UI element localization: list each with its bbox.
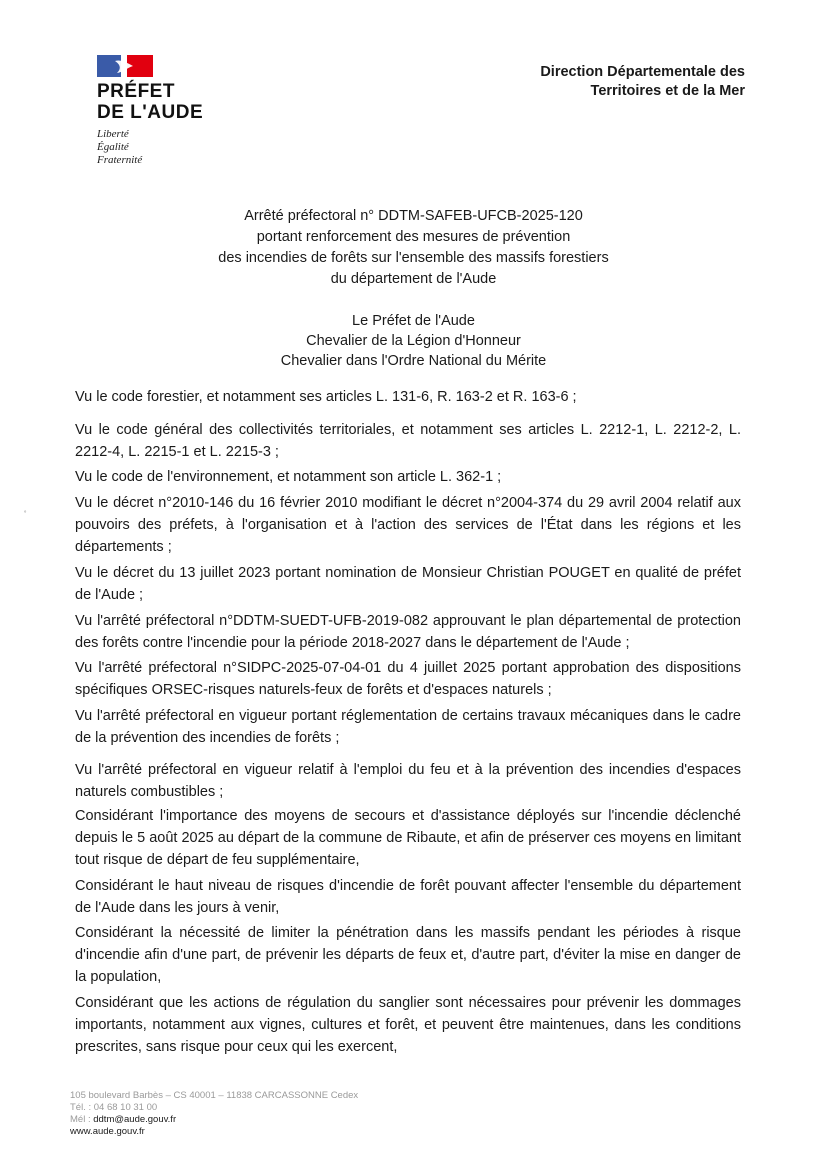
decree-title-line2: portant renforcement des mesures de prévention xyxy=(256,229,571,245)
prefet-title-line2: DE L'AUDE xyxy=(97,102,204,123)
motto-liberte: Liberté xyxy=(97,128,129,140)
decree-title-line4: du département de l'Aude xyxy=(330,271,497,287)
preamble-paragraph: Vu le code général des collectivités territoriales, et notamment ses articles L. 2212-1, L. 2212-2, L. 2212-4, L. 2215-1 et L. 2215-3 ; xyxy=(75,422,741,460)
scan-mark: ˚ xyxy=(24,510,27,519)
decree-title-line3: des incendies de forêts sur l'ensemble des massifs forestiers xyxy=(218,250,609,266)
motto-egalite: Égalité xyxy=(97,141,129,153)
preamble-paragraph: Vu le décret du 13 juillet 2023 portant nomination de Monsieur Christian POUGET en qualité de préfet de l'Aude ; xyxy=(75,565,741,603)
preamble-paragraph: Vu le code de l'environnement, et notamment son article L. 362-1 ; xyxy=(75,469,502,485)
footer-email-label: Mél : xyxy=(70,1114,91,1125)
decree-title-line1: Arrêté préfectoral n° DDTM-SAFEB-UFCB-2025-120 xyxy=(244,208,583,224)
preamble-paragraph: Vu le code forestier, et notamment ses articles L. 131-6, R. 163-2 et R. 163-6 ; xyxy=(75,389,577,405)
footer-address: 105 boulevard Barbès – CS 40001 – 11838 CARCASSONNE Cedex xyxy=(70,1090,359,1101)
footer-email-line xyxy=(70,1114,358,1126)
issuing-direction xyxy=(540,63,745,101)
prefet-title xyxy=(97,81,227,123)
preamble-paragraph: Vu l'arrêté préfectoral n°SIDPC-2025-07-04-01 du 4 juillet 2025 portant approbation des dispositions spécifiques ORSEC-risques naturels-feux de forêts et d'espaces naturels ; xyxy=(75,660,741,698)
prefect-name: Le Préfet de l'Aude xyxy=(352,313,475,329)
preamble-paragraph: Vu l'arrêté préfectoral en vigueur relatif à l'emploi du feu et à la prévention des incendies d'espaces naturels combustibles ; xyxy=(75,762,741,800)
footer-phone: Tél. : 04 68 10 31 00 xyxy=(70,1102,158,1113)
preamble-paragraph: Considérant l'importance des moyens de secours et d'assistance déployés sur l'incendie déclenché depuis le 5 août 2025 au départ de la commune de Ribaute, et afin de préserver ces moyens en limitant tout risque de départ de feu supplémentaire, xyxy=(75,808,741,868)
motto-fraternite: Fraternité xyxy=(97,154,143,166)
preamble-paragraph: Considérant que les actions de régulation du sanglier sont nécessaires pour prévenir les dommages importants, notamment aux vignes, cultures et forêt, et peuvent être maintenues, dans les conditions prescrites, sans risque pour ceux qui les exercent, xyxy=(75,995,741,1055)
marianne-flag-icon xyxy=(97,55,153,77)
direction-line1: Direction Départementale des xyxy=(540,64,745,80)
preamble-paragraph: Vu le décret n°2010-146 du 16 février 2010 modifiant le décret n°2004-374 du 29 avril 2004 relatif aux pouvoirs des préfets, à l'organisation et à l'action des services de l'État dans les régions et les départements ; xyxy=(75,495,741,555)
page-footer xyxy=(70,1090,358,1138)
preamble-paragraph: Considérant le haut niveau de risques d'incendie de forêt pouvant affecter l'ensemble du département de l'Aude dans les jours à venir, xyxy=(75,878,741,916)
preamble-paragraph: Considérant la nécessité de limiter la pénétration dans les massifs pendant les périodes à risque d'incendie afin d'une part, de prévenir les départs de feux et, d'autre part, d'éviter la mise en danger de la population, xyxy=(75,925,741,985)
prefet-title-line1: PRÉFET xyxy=(97,81,175,102)
preamble-paragraph: Vu l'arrêté préfectoral en vigueur portant réglementation de certains travaux mécaniques dans le cadre de la prévention des incendies de forêts ; xyxy=(75,708,741,746)
prefecture-logo xyxy=(97,55,227,167)
prefect-honour-1: Chevalier de la Légion d'Honneur xyxy=(306,333,521,349)
decree-title xyxy=(0,206,827,290)
footer-email-link[interactable]: ddtm@aude.gouv.fr xyxy=(93,1114,177,1125)
footer-website-link[interactable]: www.aude.gouv.fr xyxy=(70,1126,145,1137)
preamble-paragraph: Vu l'arrêté préfectoral n°DDTM-SUEDT-UFB-2019-082 approuvant le plan départemental de protection des forêts contre l'incendie pour la période 2018-2027 dans le département de l'Aude ; xyxy=(75,613,741,651)
prefect-honour-2: Chevalier dans l'Ordre National du Mérite xyxy=(280,353,547,369)
prefect-titles xyxy=(0,311,827,371)
direction-line2: Territoires et de la Mer xyxy=(590,83,745,99)
republic-motto xyxy=(97,128,227,167)
